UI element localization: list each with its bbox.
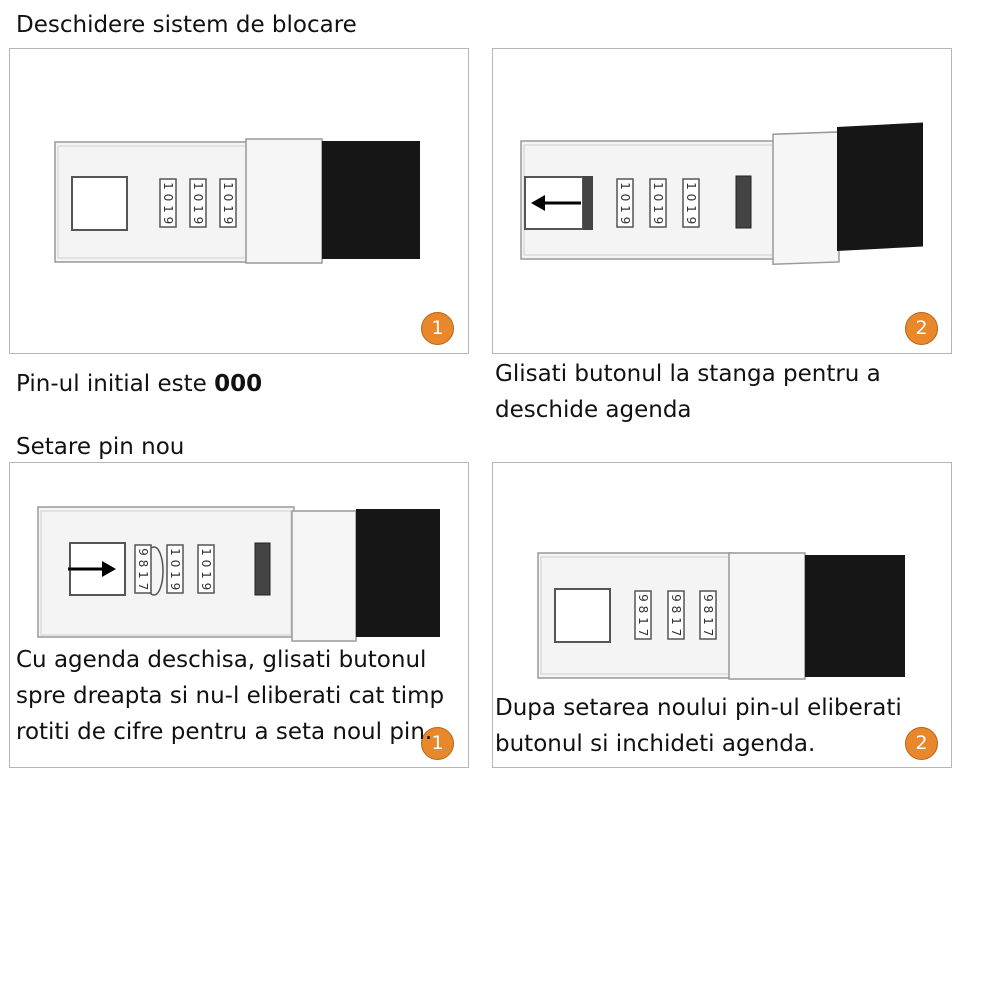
dial-digit: 1: [651, 205, 665, 213]
dial-digit: 1: [651, 182, 665, 190]
number-dial: [668, 591, 684, 639]
number-dial: [700, 591, 716, 639]
slide-button: [736, 176, 751, 228]
dial-digit: 9: [651, 216, 665, 225]
dial-digit: 8: [636, 605, 650, 614]
dial-digit: 9: [168, 582, 182, 591]
caption-slide-left: [495, 356, 881, 428]
dial-digit: 7: [636, 628, 650, 637]
step-badge: 1: [421, 312, 454, 345]
step-panel-1: [9, 48, 469, 354]
dial-digit: 1: [199, 548, 213, 556]
caption-line: butonul si inchideti agenda.: [495, 731, 816, 757]
dial-group: [635, 591, 716, 639]
dial-digit: 1: [161, 205, 175, 213]
dial-digit: 0: [618, 193, 632, 202]
number-dial: [190, 179, 206, 227]
number-dial: [167, 545, 183, 593]
step-badge: 1: [421, 727, 454, 760]
number-dial: [617, 179, 633, 227]
dial-digit: 9: [191, 216, 205, 225]
number-dial: [160, 179, 176, 227]
dial-digit: 0: [191, 193, 205, 202]
dial-digit: 7: [669, 628, 683, 637]
caption-initial-pin: [16, 366, 262, 402]
dial-digit: 1: [701, 617, 715, 625]
step-panel-2: [492, 48, 952, 354]
dial-group: [617, 179, 699, 227]
dial-digit: 1: [221, 182, 235, 190]
dial-group-rotating: [135, 545, 151, 593]
dial-digit: 9: [701, 594, 715, 602]
dial-digit: 8: [701, 605, 715, 614]
step-badge: 2: [905, 312, 938, 345]
dial-digit: 9: [636, 594, 650, 602]
caption-release-close: [495, 690, 902, 762]
caption-line: rotiti de cifre pentru a seta noul pin.: [16, 719, 433, 745]
number-dial: [683, 179, 699, 227]
dial-digit: 0: [199, 559, 213, 568]
dial-digit: 8: [136, 559, 150, 568]
section-title-new-pin: Setare pin nou: [16, 434, 185, 460]
dial-digit: 8: [669, 605, 683, 614]
step-badge: 2: [905, 727, 938, 760]
dial-digit: 0: [221, 193, 235, 202]
dial-group: [160, 179, 236, 227]
dial-digit: 1: [191, 182, 205, 190]
dial-digit: 1: [168, 548, 182, 556]
caption-line: Glisati butonul la stanga pentru a: [495, 361, 881, 387]
number-dial: [135, 545, 151, 593]
dial-digit: 1: [669, 617, 683, 625]
caption-line: Dupa setarea noului pin-ul eliberati: [495, 695, 902, 721]
dial-digit: 1: [618, 182, 632, 190]
number-dial: [220, 179, 236, 227]
dial-digit: 7: [701, 628, 715, 637]
dial-digit: 1: [684, 205, 698, 213]
dial-digit: 9: [136, 548, 150, 556]
dial-digit: 0: [684, 193, 698, 202]
dial-digit: 7: [136, 582, 150, 591]
dial-digit: 9: [684, 216, 698, 225]
dial-digit: 1: [136, 571, 150, 579]
lock-button: [72, 177, 127, 230]
dial-digit: 9: [221, 216, 235, 225]
dial-digit: 1: [684, 182, 698, 190]
section-title-unlock: Deschidere sistem de blocare: [16, 12, 357, 38]
caption-line: deschide agenda: [495, 397, 692, 423]
number-dial: [635, 591, 651, 639]
caption-line: spre dreapta si nu-l eliberati cat timp: [16, 683, 445, 709]
number-dial: [650, 179, 666, 227]
dial-digit: 1: [191, 205, 205, 213]
lock-illustration-1: [10, 49, 468, 353]
lock-illustration-2: [493, 49, 951, 353]
dial-digit: 9: [618, 216, 632, 225]
dial-digit: 9: [669, 594, 683, 602]
caption-set-new-pin: [16, 642, 444, 750]
caption-line: Cu agenda deschisa, glisati butonul: [16, 647, 427, 673]
dial-digit: 1: [199, 571, 213, 579]
dial-digit: 9: [199, 582, 213, 591]
dial-digit: 0: [651, 193, 665, 202]
dial-digit: 1: [161, 182, 175, 190]
dial-digit: 0: [161, 193, 175, 202]
dial-digit: 1: [618, 205, 632, 213]
caption-text: Pin-ul initial este: [16, 371, 215, 397]
dial-digit: 1: [636, 617, 650, 625]
dial-digit: 9: [161, 216, 175, 225]
dial-digit: 1: [221, 205, 235, 213]
caption-bold-pin: 000: [214, 371, 263, 397]
dial-digit: 1: [168, 571, 182, 579]
dial-digit: 0: [168, 559, 182, 568]
number-dial: [198, 545, 214, 593]
cover-block: [322, 141, 420, 259]
